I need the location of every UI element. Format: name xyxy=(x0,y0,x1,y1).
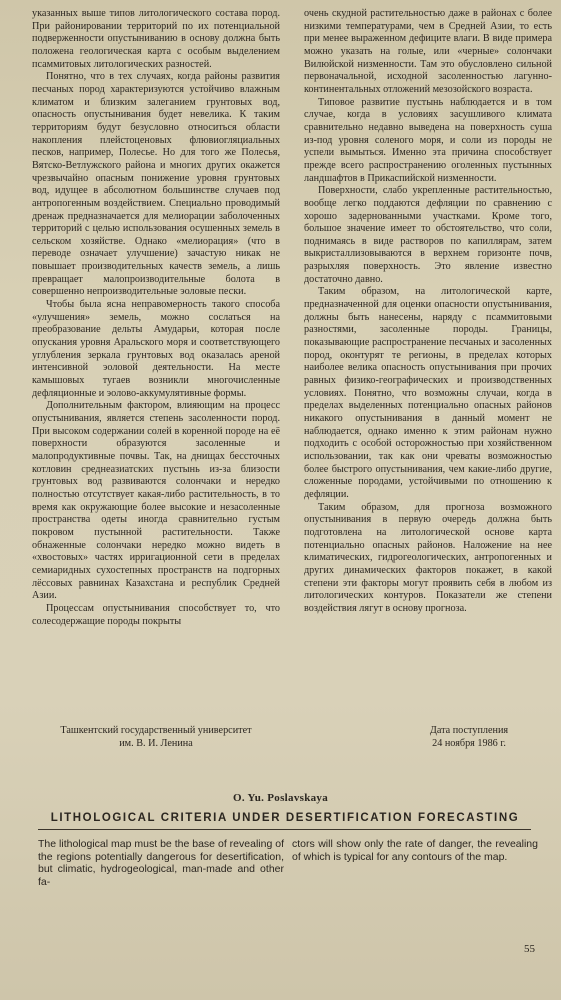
received-value: 24 ноября 1986 г. xyxy=(432,738,506,749)
paragraph: Таким образом, для прогноза возможного опустынивания в первую очередь должна быть подготовлена на литологической основе карта потенциально опасных районов. Наложение на нее климатических, гидрогеологических, антропогенных и других динамических факторов покажет, в какой степени эти факторы могут проявить себя в любом из литологических контуров. Показатели же степени воздействия лягут в основу прогноза. xyxy=(304,501,552,614)
english-title: LITHOLOGICAL CRITERIA UNDER DESERTIFICATION FORECASTING xyxy=(50,812,520,824)
russian-article-body xyxy=(32,8,552,722)
author-affiliation xyxy=(32,724,280,750)
received-date xyxy=(389,724,549,750)
english-author: O. Yu. Poslavskaya xyxy=(232,792,329,804)
text-column-right xyxy=(304,8,552,722)
paragraph: Таким образом, на литологической карте, предназначенной для оценки опасности опустынивания, должны быть нанесены, наряду с псаммитовыми разностями, засоленные породы. Границы, показывающие распространение песчаных и засоленных пород, оконтурят те регионы, в пределах которых наиболее велика опасность опустынивания при прочих равных физико-географических и производственных условиях. Понятно, что возможны случаи, когда в пределах выделенных потенциально опасных районов никакого опустынивания в данный момент не наблюдается, однако именно к этим районам нужно подходить с особой осторожностью при хозяйственном использовании, так как они чреваты возможностью более быстрого опустынивания, чем какие-либо другие, сложенные породами, устойчивыми по отношению к дефляции. xyxy=(304,286,552,500)
paragraph: Процессам опустынивания способствует то, что солесодержащие породы покрыты xyxy=(32,602,280,627)
abstract-column-right: ctors will show only the rate of danger, the revealing of which is typical for any contours of the map. xyxy=(292,838,538,863)
abstract-column-left: The lithological map must be the base of revealing of the regions potentially dangerous for desertification, but climatic, hydrogeological, man-made and other fa- xyxy=(38,838,284,888)
paragraph: Понятно, что в тех случаях, когда районы развития песчаных пород характеризуются устойчиво влажным климатом и близким залеганием грунтовых вод, опасность опустынивания будет невелика. К таким территориям будут безусловно относиться области накопления плейстоценовых флювиогляциальных песков, например, Полесье. Но для того же Полесья, Вятско-Ветлужского района и многих других окажется чрезвычайно опасным понижение уровня грунтовых вод, идущее в абсолютном большинстве случаев под антропогенным воздействием. Специально проводимый дренаж предназначается для мелиорации заболоченных территорий с целью использования осушенных земель в сельском хозяйстве. Однако «мелиорация» (что в переводе означает улучшение) зачастую никак не повышает производительных качеств земель, а лишь превращает малопроизводительные болота в совершенно непроизводительные эоловые пески. xyxy=(32,71,280,298)
page-number: 55 xyxy=(524,943,535,955)
paragraph: Дополнительным фактором, влияющим на процесс опустынивания, является степень засоленности пород. При высоком содержании солей в коренной породе на её поверхности образуются засоленные и малопродуктивные почвы. Так, на днищах бессточных котловин среднеазиатских пустынь из-за близости грунтовых вод развиваются солончаки и нередко полностью отсутствует какая-либо растительность, в то время как окружающие более высокие и незасоленные пространства одеты иногда сравнительно густым покровом пустынной растительности. Также обнаженные солончаки нередко можно видеть в «хвостовых» частях ирригационной сети в пределах семиаридных сухостепных пространств на подгорных лёссовых равнинах Казахстана и республик Средней Азии. xyxy=(32,400,280,602)
text-column-left xyxy=(32,8,280,722)
english-abstract xyxy=(38,838,538,888)
affiliation-line: им. В. И. Ленина xyxy=(119,738,193,749)
title-rule xyxy=(38,829,531,830)
affiliation-line: Ташкентский государственный университет xyxy=(60,725,252,736)
paragraph: Поверхности, слабо укрепленные растительностью, вообще легко поддаются дефляции по сравнению с хорошо задернованными участками. Кроме того, большое значение имеет то обстоятельство, что соли, поднимаясь в виде растворов по капиллярам, затем выкристаллизовываются в верхнем горизонте почв, разрыхляя поверхность. Это явление известно достаточно давно. xyxy=(304,185,552,285)
received-label: Дата поступления xyxy=(429,725,509,736)
paragraph: очень скудной растительностью даже в районах с более низкими температурами, чем в Средней Азии, то есть при менее выраженном дефиците влаги. В виде примера можно указать на голые, или «черные» солончаки Вилюйской низменности. Там это обусловлено сильной первоначальной, исходной засоленностью лагунно-континентальных отложений мезозойского возраста. xyxy=(304,8,552,95)
paragraph: Чтобы была ясна неправомерность такого способа «улучшения» земель, можно сослаться на преобразование дельты Амударьи, которая после опускания уровня Аральского моря и соответствующего углубления зеркала грунтовых вод оказалась ареной интенсивной эоловой деятельности. На месте камышовых тугаев возникли многочисленные дефляционные и эолово-аккумулятивные формы. xyxy=(32,299,280,399)
paragraph: Типовое развитие пустынь наблюдается и в том случае, когда в условиях засушливого климата сравнительно недавно выведена на поверхность суша из-под уровня соленого моря, и соли из породы не успели вымыться. Именно эта причина способствует прежде всего распространению оголенных пустынных ландшафтов в Прикаспийской низменности. xyxy=(304,96,552,184)
paragraph: указанных выше типов литологического состава пород. При районировании территорий по их потенциальной подверженности опустыниванию в основу должна быть положена геологическая карта с особым выделением псаммитовых литологических разностей. xyxy=(32,8,280,70)
